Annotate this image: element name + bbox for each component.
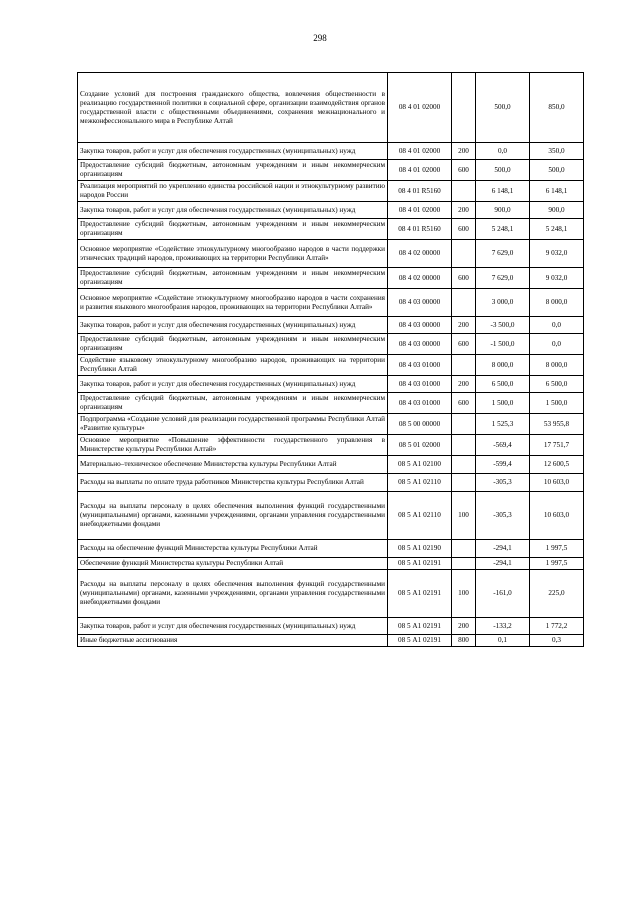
row-value-1: 900,0 — [476, 202, 530, 219]
row-code: 08 4 03 01000 — [388, 376, 452, 393]
row-value-1: 1 500,0 — [476, 393, 530, 414]
row-value-2: 8 000,0 — [530, 355, 584, 376]
row-type: 200 — [452, 202, 476, 219]
row-code: 08 5 А1 02191 — [388, 570, 452, 618]
row-value-2: 9 032,0 — [530, 268, 584, 289]
row-value-2: 1 997,5 — [530, 558, 584, 570]
row-type — [452, 289, 476, 317]
table-row — [78, 289, 584, 317]
row-code: 08 4 01 02000 — [388, 202, 452, 219]
table-row — [78, 355, 584, 376]
row-name: Расходы на обеспечение функций Министерства культуры Республики Алтай — [78, 540, 388, 558]
row-code: 08 4 02 00000 — [388, 240, 452, 268]
row-value-2: 225,0 — [530, 570, 584, 618]
table-row — [78, 618, 584, 635]
table-row — [78, 474, 584, 492]
row-value-1: 7 629,0 — [476, 240, 530, 268]
row-code: 08 4 03 00000 — [388, 317, 452, 334]
row-value-2: 8 000,0 — [530, 289, 584, 317]
row-type — [452, 558, 476, 570]
row-name: Расходы на выплаты персоналу в целях обеспечения выполнения функций государственными (муниципальными) органами, казенными учреждениями, органами управления государственными внебюджетными фондами — [78, 570, 388, 618]
row-type: 100 — [452, 492, 476, 540]
row-value-2: 10 603,0 — [530, 474, 584, 492]
row-value-1: 8 000,0 — [476, 355, 530, 376]
table-row — [78, 435, 584, 456]
row-type — [452, 435, 476, 456]
row-type: 600 — [452, 268, 476, 289]
row-value-2: 500,0 — [530, 160, 584, 181]
table-row — [78, 268, 584, 289]
row-type: 200 — [452, 618, 476, 635]
row-type — [452, 456, 476, 474]
row-value-1: -599,4 — [476, 456, 530, 474]
row-type — [452, 414, 476, 435]
row-type: 600 — [452, 160, 476, 181]
row-value-1: -294,1 — [476, 558, 530, 570]
row-name: Закупка товаров, работ и услуг для обеспечения государственных (муниципальных) нужд — [78, 143, 388, 160]
table-row — [78, 492, 584, 540]
row-type: 200 — [452, 317, 476, 334]
row-value-1: 6 148,1 — [476, 181, 530, 202]
row-value-1: 5 248,1 — [476, 219, 530, 240]
row-code: 08 4 01 R5160 — [388, 219, 452, 240]
row-type — [452, 73, 476, 143]
row-code: 08 4 03 01000 — [388, 355, 452, 376]
row-value-2: 17 751,7 — [530, 435, 584, 456]
row-code: 08 5 А1 02110 — [388, 492, 452, 540]
row-code: 08 5 01 02000 — [388, 435, 452, 456]
row-value-1: 0,1 — [476, 635, 530, 647]
row-name: Подпрограмма «Создание условий для реализации государственной программы Республики Алтай «Развитие культуры» — [78, 414, 388, 435]
row-name: Закупка товаров, работ и услуг для обеспечения государственных (муниципальных) нужд — [78, 202, 388, 219]
row-value-2: 0,3 — [530, 635, 584, 647]
row-value-1: -1 500,0 — [476, 334, 530, 355]
row-type — [452, 240, 476, 268]
table-row — [78, 456, 584, 474]
row-value-1: 0,0 — [476, 143, 530, 160]
row-type: 200 — [452, 376, 476, 393]
row-name: Реализация мероприятий по укреплению единства российской нации и этнокультурному развитию народов России — [78, 181, 388, 202]
row-name: Основное мероприятие «Содействие этнокультурному многообразию народов в части поддержки этнических традиций народов, проживающих на территории Республики Алтай» — [78, 240, 388, 268]
row-value-1: 7 629,0 — [476, 268, 530, 289]
row-name: Предоставление субсидий бюджетным, автономным учреждениям и иным некоммерческим организациям — [78, 334, 388, 355]
row-code: 08 5 А1 02110 — [388, 474, 452, 492]
row-value-1: -133,2 — [476, 618, 530, 635]
row-type: 600 — [452, 393, 476, 414]
budget-table — [77, 72, 584, 647]
row-name: Закупка товаров, работ и услуг для обеспечения государственных (муниципальных) нужд — [78, 376, 388, 393]
row-name: Материально–техническое обеспечение Министерства культуры Республики Алтай — [78, 456, 388, 474]
row-value-2: 9 032,0 — [530, 240, 584, 268]
row-value-2: 10 603,0 — [530, 492, 584, 540]
row-value-1: -3 500,0 — [476, 317, 530, 334]
row-type: 600 — [452, 219, 476, 240]
row-value-2: 53 955,8 — [530, 414, 584, 435]
table-row — [78, 181, 584, 202]
table-row — [78, 570, 584, 618]
row-type: 600 — [452, 334, 476, 355]
row-code: 08 5 00 00000 — [388, 414, 452, 435]
row-value-2: 900,0 — [530, 202, 584, 219]
table-row — [78, 540, 584, 558]
row-name: Основное мероприятие «Содействие этнокультурному многообразию народов в части сохранения и развития языкового многообразия народов, проживающих на территории Республики Алтай» — [78, 289, 388, 317]
table-row — [78, 160, 584, 181]
table-row — [78, 376, 584, 393]
row-name: Предоставление субсидий бюджетным, автономным учреждениям и иным некоммерческим организациям — [78, 268, 388, 289]
table-row — [78, 73, 584, 143]
row-name: Предоставление субсидий бюджетным, автономным учреждениям и иным некоммерческим организациям — [78, 393, 388, 414]
row-name: Содействие языковому этнокультурному многообразию народов, проживающих на территории Республики Алтай — [78, 355, 388, 376]
row-type: 200 — [452, 143, 476, 160]
row-code: 08 5 А1 02190 — [388, 540, 452, 558]
row-value-2: 0,0 — [530, 334, 584, 355]
row-value-1: -161,0 — [476, 570, 530, 618]
table-row — [78, 219, 584, 240]
table-row — [78, 393, 584, 414]
row-value-2: 6 148,1 — [530, 181, 584, 202]
row-value-2: 6 500,0 — [530, 376, 584, 393]
row-value-2: 350,0 — [530, 143, 584, 160]
table-row — [78, 143, 584, 160]
row-value-2: 850,0 — [530, 73, 584, 143]
row-code: 08 4 03 00000 — [388, 289, 452, 317]
table-row — [78, 635, 584, 647]
table-row — [78, 317, 584, 334]
table-row — [78, 558, 584, 570]
row-value-1: 3 000,0 — [476, 289, 530, 317]
row-name: Предоставление субсидий бюджетным, автономным учреждениям и иным некоммерческим организациям — [78, 160, 388, 181]
row-name: Закупка товаров, работ и услуг для обеспечения государственных (муниципальных) нужд — [78, 317, 388, 334]
row-type: 100 — [452, 570, 476, 618]
table-row — [78, 202, 584, 219]
row-value-1: 6 500,0 — [476, 376, 530, 393]
row-type — [452, 181, 476, 202]
row-type — [452, 540, 476, 558]
row-value-2: 1 772,2 — [530, 618, 584, 635]
row-value-1: 500,0 — [476, 160, 530, 181]
row-name: Создание условий для построения гражданского общества, вовлечения общественности в реализацию государственной политики в социальной сфере, организации взаимодействия органов государственной власти с общественными объединениями, сохранения межнационального и межконфессионального мира в Республике Алтай — [78, 73, 388, 143]
row-value-2: 1 500,0 — [530, 393, 584, 414]
table-row — [78, 414, 584, 435]
row-type — [452, 355, 476, 376]
row-value-2: 12 600,5 — [530, 456, 584, 474]
row-value-2: 0,0 — [530, 317, 584, 334]
row-name: Предоставление субсидий бюджетным, автономным учреждениям и иным некоммерческим организациям — [78, 219, 388, 240]
row-code: 08 4 03 01000 — [388, 393, 452, 414]
row-code: 08 5 А1 02191 — [388, 635, 452, 647]
row-value-1: -569,4 — [476, 435, 530, 456]
budget-table-body — [78, 73, 584, 647]
row-name: Иные бюджетные ассигнования — [78, 635, 388, 647]
row-name: Основное мероприятие «Повышение эффективности государственного управления в Министерстве культуры Республики Алтай» — [78, 435, 388, 456]
row-name: Расходы на выплаты по оплате труда работников Министерства культуры Республики Алтай — [78, 474, 388, 492]
row-code: 08 5 А1 02191 — [388, 618, 452, 635]
row-value-2: 5 248,1 — [530, 219, 584, 240]
table-row — [78, 334, 584, 355]
row-name: Закупка товаров, работ и услуг для обеспечения государственных (муниципальных) нужд — [78, 618, 388, 635]
row-type — [452, 474, 476, 492]
row-type: 800 — [452, 635, 476, 647]
row-code: 08 4 01 02000 — [388, 143, 452, 160]
row-name: Расходы на выплаты персоналу в целях обеспечения выполнения функций государственными (муниципальными) органами, казенными учреждениями, органами управления государственными внебюджетными фондами — [78, 492, 388, 540]
row-code: 08 4 01 02000 — [388, 73, 452, 143]
row-code: 08 4 03 00000 — [388, 334, 452, 355]
row-value-1: -305,3 — [476, 474, 530, 492]
row-value-1: 500,0 — [476, 73, 530, 143]
table-row — [78, 240, 584, 268]
row-value-1: -305,3 — [476, 492, 530, 540]
row-name: Обеспечение функций Министерства культуры Республики Алтай — [78, 558, 388, 570]
page-number: 298 — [313, 33, 327, 43]
row-code: 08 4 01 R5160 — [388, 181, 452, 202]
row-code: 08 5 А1 02191 — [388, 558, 452, 570]
row-value-2: 1 997,5 — [530, 540, 584, 558]
row-value-1: -294,1 — [476, 540, 530, 558]
row-code: 08 4 02 00000 — [388, 268, 452, 289]
row-code: 08 4 01 02000 — [388, 160, 452, 181]
row-value-1: 1 525,3 — [476, 414, 530, 435]
row-code: 08 5 А1 02100 — [388, 456, 452, 474]
